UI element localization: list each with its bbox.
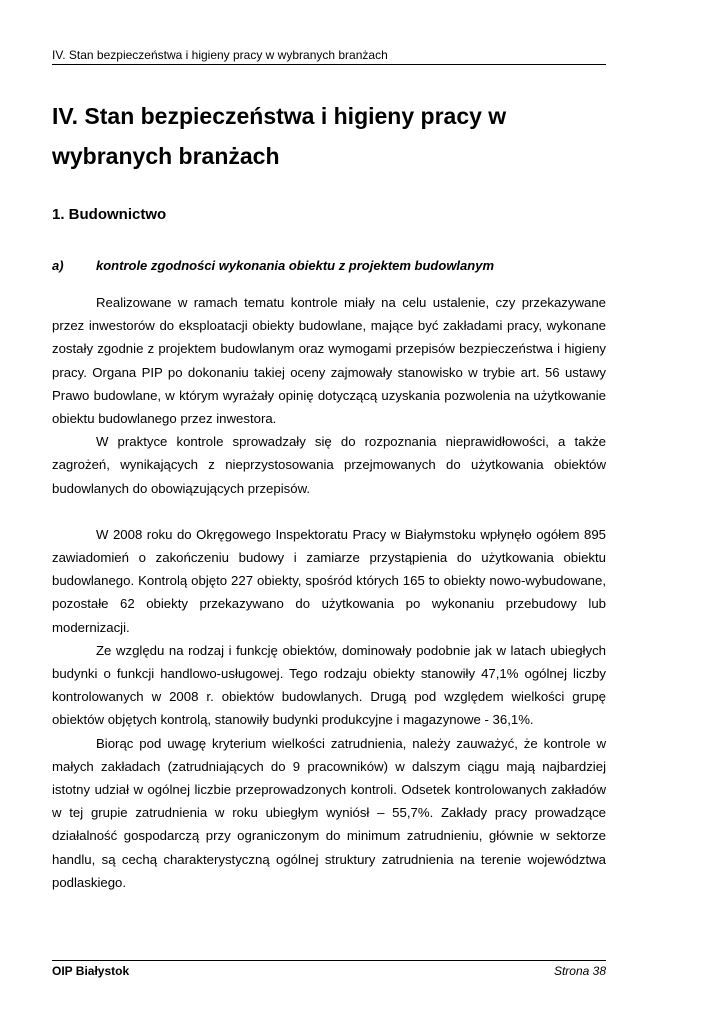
paragraph: Realizowane w ramach tematu kontrole miały na celu ustalenie, czy przekazywane przez inwestorów do eksploatacji obiekty budowlane, mające być zakładami pracy, wykonane zostały zgodnie z projektem budowlanym oraz wymogami przepisów bezpieczeństwa i higieny pracy. Organa PIP po dokonaniu takiej oceny zajmowały stanowisko w trybie art. 56 ustawy Prawo budowlane, w którym wyrażały opinię dotyczącą uzyskania pozwolenia na użytkowanie obiektu budowlanego przez inwestora. [52, 295, 606, 427]
paragraph: W praktyce kontrole sprowadzały się do rozpoznania nieprawidłowości, a także zagrożeń, wynikających z nieprzystosowania przejmowanych do użytkowania obiektów budowlanych do obowiązujących przepisów. [52, 434, 606, 496]
subsection-letter: a) [52, 258, 64, 273]
body-text [52, 291, 606, 894]
footer-organization: OIP Białystok [52, 964, 130, 978]
chapter-title: IV. Stan bezpieczeństwa i higieny pracy w wybranych branżach [52, 103, 507, 169]
paragraph: Biorąc pod uwagę kryterium wielkości zatrudnienia, należy zauważyć, że kontrole w małych zakładach (zatrudniających do 9 pracowników) w dalszym ciągu mają najbardziej istotny udział w ogólnej liczbie przeprowadzonych kontroli. Odsetek kontrolowanych zakładów w tej grupie zatrudnienia w roku ubiegłym wyniósł – 55,7%. Zakłady pracy prowadzące działalność gospodarczą przy ograniczonym do minimum zatrudnieniu, głównie w sektorze handlu, są cechą charakterystyczną ogólnej struktury zatrudnienia na terenie województwa podlaskiego. [52, 735, 606, 890]
page-number: Strona 38 [553, 964, 606, 978]
section-title: 1. Budownictwo [52, 206, 167, 223]
paragraph: Ze względu na rodzaj i funkcję obiektów, dominowały podobnie jak w latach ubiegłych budynki o funkcji handlowo-usługowej. Tego rodzaju obiekty stanowiły 47,1% ogólnej liczby kontrolowanych w 2008 r. obiektów budowlanych. Drugą pod względem wielkości grupę obiektów objętych kontrolą, stanowiły budynki produkcyjne i magazynowe - 36,1%. [52, 642, 606, 728]
page-footer [52, 960, 606, 979]
paragraph: W 2008 roku do Okręgowego Inspektoratu Pracy w Białymstoku wpłynęło ogółem 895 zawiadomień o zakończeniu budowy i zamiarze przystąpienia do użytkowania obiektu budowlanego. Kontrolą objęto 227 obiekty, spośród których 165 to obiekty nowo-wybudowane, pozostałe 62 obiekty przekazywano do użytkowania po wykonaniu przebudowy lub modernizacji. [52, 526, 606, 635]
running-header: IV. Stan bezpieczeństwa i higieny pracy w wybranych branżach [52, 48, 606, 65]
subsection-title: kontrole zgodności wykonania obiektu z projektem budowlanym [96, 258, 494, 273]
